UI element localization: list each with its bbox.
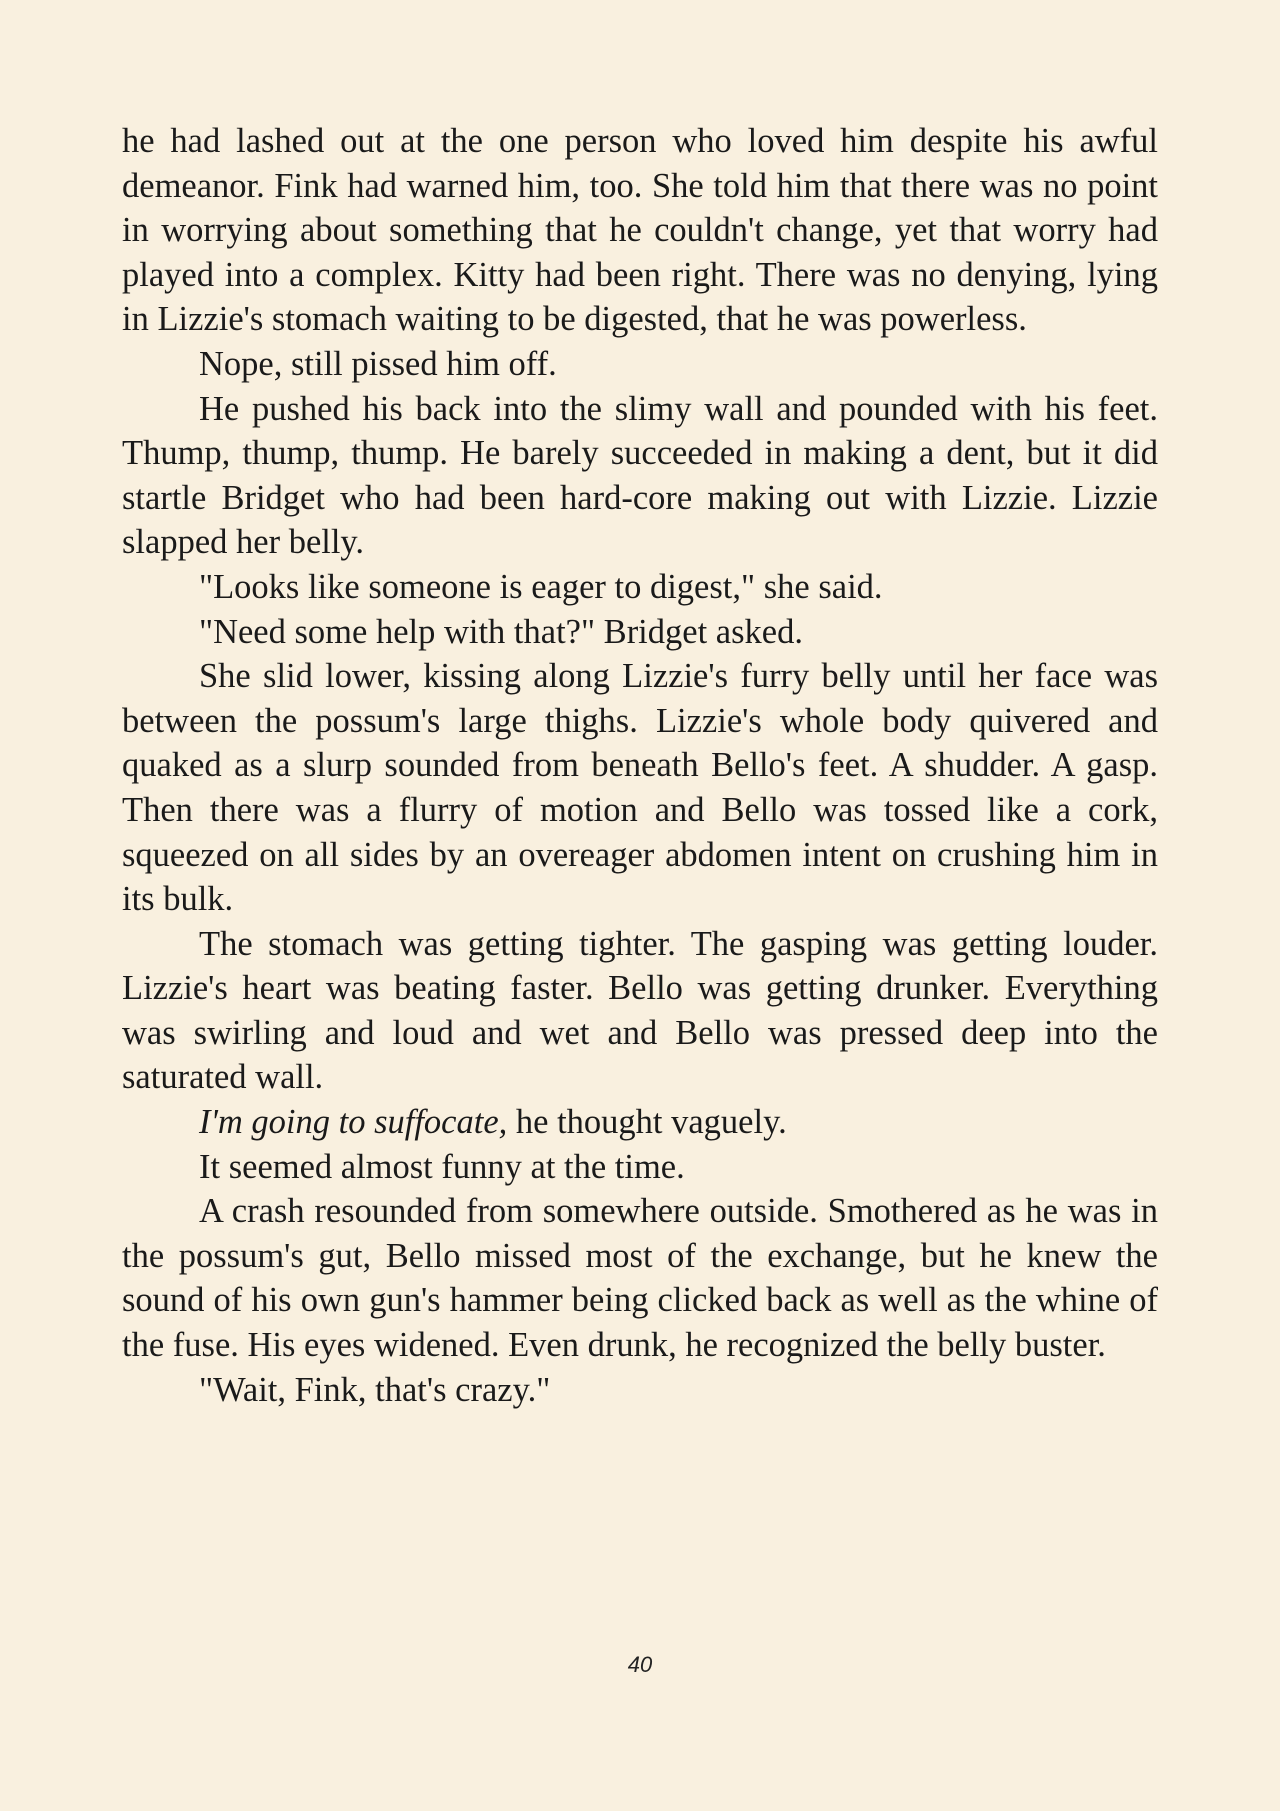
paragraph-11: "Wait, Fink, that's crazy." <box>199 1370 551 1409</box>
paragraph-3: He pushed his back into the slimy wall and pounded with his feet. Thump, thump, thump. He barely succeeded in making a dent, but it did startle Bridget who had been hard-core making out with Lizzie. Lizzie slapped her belly. <box>122 389 1158 562</box>
page-body <box>122 119 1158 1412</box>
paragraph-7: The stomach was getting tighter. The gasping was getting louder. Lizzie's heart was beating faster. Bello was getting drunker. Everything was swirling and loud and wet and Bello was pressed deep into the saturated wall. <box>122 924 1158 1097</box>
paragraph-4: "Looks like someone is eager to digest," she said. <box>199 567 883 606</box>
italic-thought: I'm going to suffocate, <box>199 1103 508 1142</box>
paragraph-1: he had lashed out at the one person who loved him despite his awful demeanor. Fink had warned him, too. She told him that there was no point in worrying about something that he couldn't change, yet that worry had played into a complex. Kitty had been right. There was no denying, lying in Lizzie's stomach waiting to be digested, that he was powerless. <box>122 122 1158 339</box>
page-number: 40 <box>627 1652 653 1677</box>
paragraph-8 <box>122 1100 1158 1145</box>
paragraph-9: It seemed almost funny at the time. <box>199 1147 685 1186</box>
paragraph-2: Nope, still pissed him off. <box>199 344 557 383</box>
paragraph-5: "Need some help with that?" Bridget asked. <box>199 612 803 651</box>
thought-tail: he thought vaguely. <box>507 1103 787 1142</box>
paragraph-6: She slid lower, kissing along Lizzie's furry belly until her face was between the possum's large thighs. Lizzie's whole body quivered and quaked as a slurp sounded from beneath Bello's feet. A shudder. A gasp. Then there was a flurry of motion and Bello was tossed like a cork, squeezed on all sides by an overeager abdomen intent on crushing him in its bulk. <box>122 657 1158 919</box>
paragraph-10: A crash resounded from somewhere outside. Smothered as he was in the possum's gut, Bello missed most of the exchange, but he knew the sound of his own gun's hammer being clicked back as well as the whine of the fuse. His eyes widened. Even drunk, he recognized the belly buster. <box>122 1192 1158 1365</box>
